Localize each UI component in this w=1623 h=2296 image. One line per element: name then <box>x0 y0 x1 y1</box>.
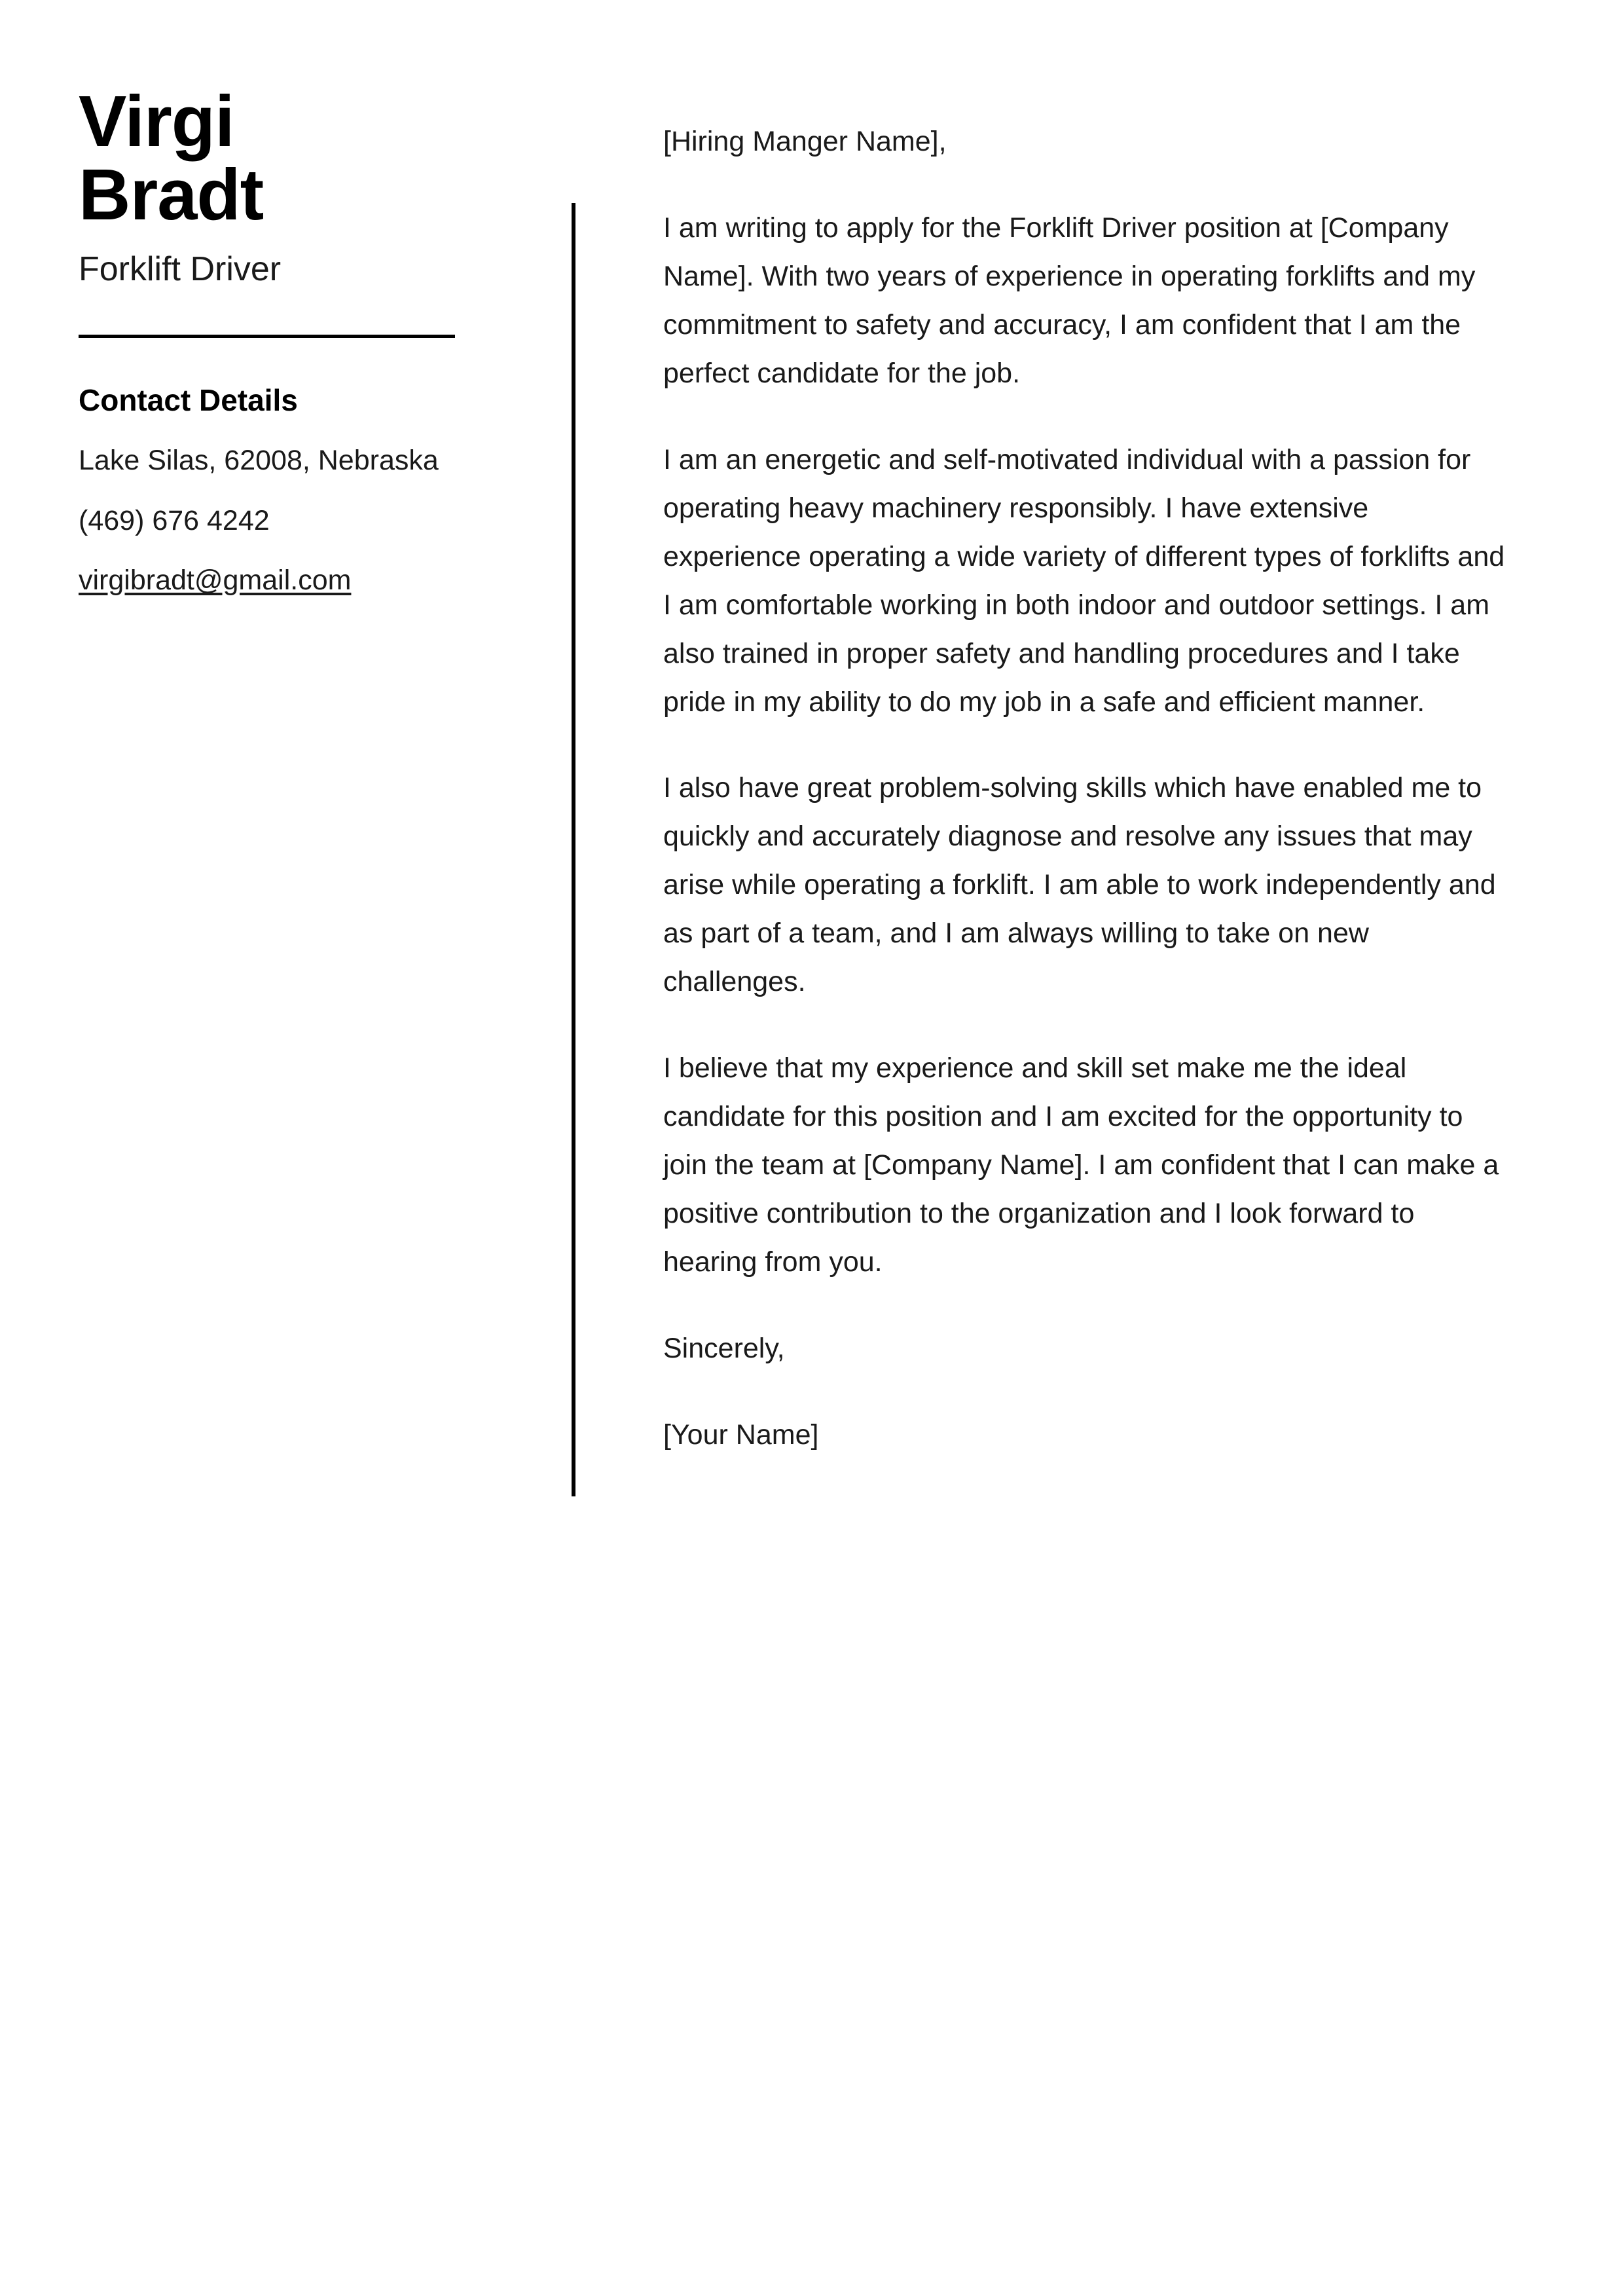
candidate-name <box>79 81 471 236</box>
letter-signature: [Your Name] <box>663 1418 819 1451</box>
letter-salutation: [Hiring Manger Name], <box>663 126 947 157</box>
letter-paragraph: I believe that my experience and skill set make me the ideal candidate for this position and I am excited for the opportunity to join the team at [Company Name]. I am confident that I can make a positive contribution to the organization and I look forward to hearing from you. <box>663 1052 1499 1278</box>
name-first: Virgi <box>79 81 234 162</box>
column-divider <box>572 203 575 1496</box>
contact-details-heading: Contact Details <box>79 382 298 417</box>
letter-body <box>663 118 1508 1460</box>
letter-paragraph: I also have great problem-solving skills which have enabled me to quickly and accurately diagnose and resolve any issues that may arise while operating a forklift. I am able to work independently and as part of a team, and I am always willing to take on new challenges. <box>663 772 1496 998</box>
letter-paragraph: I am writing to apply for the Forklift Driver position at [Company Name]. With two years of experience in operating forklifts and my commitment to safety and accuracy, I am confident that I am the perfect candidate for the job. <box>663 212 1476 389</box>
sidebar <box>79 81 471 623</box>
letter-paragraph: I am an energetic and self-motivated individual with a passion for operating heavy machinery responsibly. I have extensive experience operating a wide variety of different types of forklifts and I am comfortable working in both indoor and outdoor settings. I am also trained in proper safety and handling procedures and I take pride in my ability to do my job in a safe and efficient manner. <box>663 443 1505 718</box>
sidebar-divider <box>79 335 455 338</box>
contact-address: Lake Silas, 62008, Nebraska <box>79 444 439 476</box>
contact-phone: (469) 676 4242 <box>79 504 270 536</box>
name-last: Bradt <box>79 155 264 236</box>
letter-closing: Sincerely, <box>663 1333 785 1365</box>
contact-email-link[interactable]: virgibradt@gmail.com <box>79 565 352 597</box>
job-title: Forklift Driver <box>79 250 282 289</box>
contact-list <box>79 443 471 599</box>
